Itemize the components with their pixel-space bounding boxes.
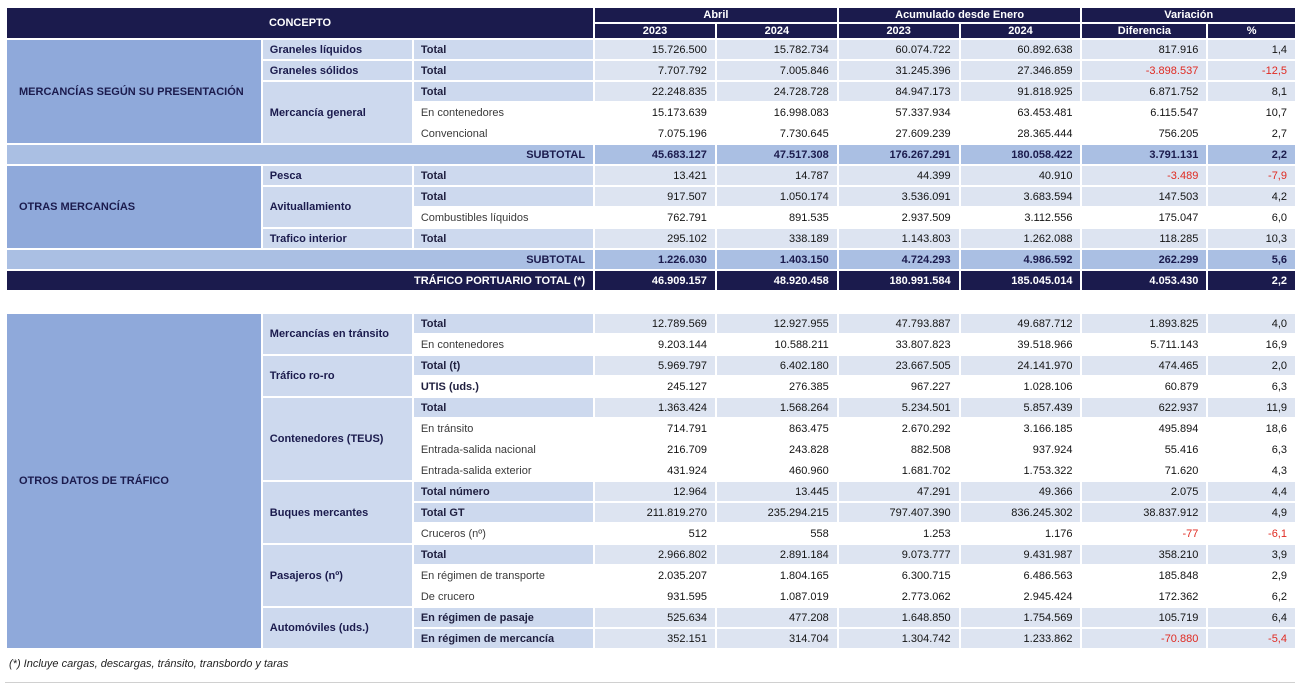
value-cell: 817.916 (1082, 40, 1206, 59)
value-cell: 352.151 (595, 629, 715, 648)
value-cell: 1.176 (961, 524, 1081, 543)
value-cell: 47.793.887 (839, 314, 959, 333)
value-cell: 23.667.505 (839, 356, 959, 375)
value-cell: 2.075 (1082, 482, 1206, 501)
value-cell: 1.143.803 (839, 229, 959, 248)
value-cell: 57.337.934 (839, 103, 959, 122)
percent-cell: 16,9 (1208, 335, 1295, 354)
value-cell: 180.991.584 (839, 271, 959, 290)
value-cell: 180.058.422 (961, 145, 1081, 164)
row-label: En régimen de mercancía (414, 629, 593, 648)
value-cell: 16.998.083 (717, 103, 837, 122)
value-cell: 3.536.091 (839, 187, 959, 206)
value-cell: 211.819.270 (595, 503, 715, 522)
value-cell: 2.891.184 (717, 545, 837, 564)
traffic-table-mercancias (5, 6, 1297, 292)
percent-cell: 6,2 (1208, 587, 1295, 606)
row-label: Entrada-salida nacional (414, 440, 593, 459)
value-cell: 60.879 (1082, 377, 1206, 396)
value-cell: 13.445 (717, 482, 837, 501)
value-cell: 12.789.569 (595, 314, 715, 333)
row-label: En contenedores (414, 103, 593, 122)
column-group-header: Acumulado desde Enero (839, 8, 1081, 22)
value-cell: 882.508 (839, 440, 959, 459)
value-cell: 12.964 (595, 482, 715, 501)
value-cell: 756.205 (1082, 124, 1206, 143)
column-group-header: Variación (1082, 8, 1295, 22)
percent-cell: 6,3 (1208, 440, 1295, 459)
value-cell: 2.966.802 (595, 545, 715, 564)
footnote: (*) Incluye cargas, descargas, tránsito, transbordo y taras (9, 658, 289, 670)
value-cell: 147.503 (1082, 187, 1206, 206)
subcategory-label: Avituallamiento (263, 187, 412, 227)
value-cell: 4.724.293 (839, 250, 959, 269)
percent-cell: 2,9 (1208, 566, 1295, 585)
value-cell: 44.399 (839, 166, 959, 185)
row-label: Total (t) (414, 356, 593, 375)
subcategory-label: Mercancías en tránsito (263, 314, 412, 354)
value-cell: 1.403.150 (717, 250, 837, 269)
subcategory-label: Automóviles (uds.) (263, 608, 412, 648)
row-label: En tránsito (414, 419, 593, 438)
value-cell: 9.203.144 (595, 335, 715, 354)
value-cell: 622.937 (1082, 398, 1206, 417)
value-cell: 24.728.728 (717, 82, 837, 101)
grand-total-label: TRÁFICO PORTUARIO TOTAL (*) (7, 271, 593, 290)
row-label: En régimen de transporte (414, 566, 593, 585)
value-cell: 91.818.925 (961, 82, 1081, 101)
subtotal-label: SUBTOTAL (7, 145, 593, 164)
percent-cell: 4,9 (1208, 503, 1295, 522)
column-group-header: Abril (595, 8, 837, 22)
value-cell: 5.711.143 (1082, 335, 1206, 354)
value-cell: 2.035.207 (595, 566, 715, 585)
subcategory-label: Tráfico ro-ro (263, 356, 412, 396)
percent-cell: 2,0 (1208, 356, 1295, 375)
value-cell: 474.465 (1082, 356, 1206, 375)
value-cell: 431.924 (595, 461, 715, 480)
value-cell: 105.719 (1082, 608, 1206, 627)
subcategory-label: Trafico interior (263, 229, 412, 248)
subcategory-label: Pesca (263, 166, 412, 185)
value-cell: 1.753.322 (961, 461, 1081, 480)
value-cell: 46.909.157 (595, 271, 715, 290)
value-cell: 714.791 (595, 419, 715, 438)
subcategory-label: Buques mercantes (263, 482, 412, 543)
value-cell: 797.407.390 (839, 503, 959, 522)
subcategory-label: Mercancía general (263, 82, 412, 143)
bottom-divider (5, 682, 1295, 683)
subcategory-label: Graneles sólidos (263, 61, 412, 80)
value-cell: 27.346.859 (961, 61, 1081, 80)
row-label: Total (414, 82, 593, 101)
value-cell: 3.166.185 (961, 419, 1081, 438)
percent-cell: 1,4 (1208, 40, 1295, 59)
row-label: En contenedores (414, 335, 593, 354)
row-label: Cruceros (nº) (414, 524, 593, 543)
row-label: Total número (414, 482, 593, 501)
value-cell: 9.431.987 (961, 545, 1081, 564)
value-cell: 40.910 (961, 166, 1081, 185)
value-cell: 1.233.862 (961, 629, 1081, 648)
percent-cell: 2,2 (1208, 271, 1295, 290)
value-cell: 525.634 (595, 608, 715, 627)
value-cell: 38.837.912 (1082, 503, 1206, 522)
row-label: Entrada-salida exterior (414, 461, 593, 480)
column-header: 2024 (717, 24, 837, 38)
row-label: Total (414, 229, 593, 248)
value-cell: 10.588.211 (717, 335, 837, 354)
row-label: De crucero (414, 587, 593, 606)
row-label: UTIS (uds.) (414, 377, 593, 396)
value-cell: 45.683.127 (595, 145, 715, 164)
value-cell: 931.595 (595, 587, 715, 606)
value-cell: 836.245.302 (961, 503, 1081, 522)
percent-cell: 8,1 (1208, 82, 1295, 101)
value-cell: 15.173.639 (595, 103, 715, 122)
value-cell: 6.300.715 (839, 566, 959, 585)
value-cell: 3.683.594 (961, 187, 1081, 206)
value-cell: 7.075.196 (595, 124, 715, 143)
column-header: 2023 (595, 24, 715, 38)
value-cell: 477.208 (717, 608, 837, 627)
value-cell: 3.791.131 (1082, 145, 1206, 164)
row-label: Convencional (414, 124, 593, 143)
percent-cell: 6,4 (1208, 608, 1295, 627)
value-cell: 185.848 (1082, 566, 1206, 585)
header-group-row (7, 8, 1295, 22)
value-cell: 1.754.569 (961, 608, 1081, 627)
row-label: Combustibles líquidos (414, 208, 593, 227)
value-cell: 276.385 (717, 377, 837, 396)
section-label: MERCANCÍAS SEGÚN SU PRESENTACIÓN (7, 40, 261, 143)
value-cell: 15.726.500 (595, 40, 715, 59)
subcategory-label: Contenedores (TEUS) (263, 398, 412, 480)
subtotal-label: SUBTOTAL (7, 250, 593, 269)
percent-cell: 4,2 (1208, 187, 1295, 206)
value-cell: -3.898.537 (1082, 61, 1206, 80)
value-cell: 6.402.180 (717, 356, 837, 375)
value-cell: 1.363.424 (595, 398, 715, 417)
value-cell: 2.937.509 (839, 208, 959, 227)
concepto-header: CONCEPTO (7, 8, 593, 38)
value-cell: 1.568.264 (717, 398, 837, 417)
column-header: 2024 (961, 24, 1081, 38)
data-row (7, 40, 1295, 59)
subcategory-label: Pasajeros (nº) (263, 545, 412, 606)
value-cell: 338.189 (717, 229, 837, 248)
traffic-table-otros-datos (5, 312, 1297, 650)
value-cell: 1.681.702 (839, 461, 959, 480)
percent-cell: 3,9 (1208, 545, 1295, 564)
value-cell: 495.894 (1082, 419, 1206, 438)
value-cell: 47.291 (839, 482, 959, 501)
percent-cell: 18,6 (1208, 419, 1295, 438)
value-cell: 5.234.501 (839, 398, 959, 417)
percent-cell: 10,3 (1208, 229, 1295, 248)
value-cell: 1.253 (839, 524, 959, 543)
value-cell: 6.115.547 (1082, 103, 1206, 122)
value-cell: 185.045.014 (961, 271, 1081, 290)
value-cell: 12.927.955 (717, 314, 837, 333)
value-cell: 71.620 (1082, 461, 1206, 480)
value-cell: 558 (717, 524, 837, 543)
value-cell: 460.960 (717, 461, 837, 480)
value-cell: 235.294.215 (717, 503, 837, 522)
value-cell: -3.489 (1082, 166, 1206, 185)
value-cell: 314.704 (717, 629, 837, 648)
percent-cell: -5,4 (1208, 629, 1295, 648)
row-label: Total (414, 314, 593, 333)
value-cell: 1.262.088 (961, 229, 1081, 248)
row-label: Total (414, 398, 593, 417)
percent-cell: 4,0 (1208, 314, 1295, 333)
value-cell: 31.245.396 (839, 61, 959, 80)
value-cell: 27.609.239 (839, 124, 959, 143)
value-cell: 1.226.030 (595, 250, 715, 269)
value-cell: 60.074.722 (839, 40, 959, 59)
value-cell: 84.947.173 (839, 82, 959, 101)
value-cell: 24.141.970 (961, 356, 1081, 375)
value-cell: 1.304.742 (839, 629, 959, 648)
value-cell: 1.804.165 (717, 566, 837, 585)
value-cell: 49.366 (961, 482, 1081, 501)
value-cell: 39.518.966 (961, 335, 1081, 354)
value-cell: 3.112.556 (961, 208, 1081, 227)
value-cell: 762.791 (595, 208, 715, 227)
percent-cell: 10,7 (1208, 103, 1295, 122)
subtotal-row (7, 250, 1295, 269)
value-cell: 33.807.823 (839, 335, 959, 354)
value-cell: 295.102 (595, 229, 715, 248)
value-cell: 1.050.174 (717, 187, 837, 206)
row-label: Total (414, 545, 593, 564)
value-cell: 14.787 (717, 166, 837, 185)
value-cell: 55.416 (1082, 440, 1206, 459)
value-cell: 917.507 (595, 187, 715, 206)
value-cell: 175.047 (1082, 208, 1206, 227)
subcategory-label: Graneles líquidos (263, 40, 412, 59)
value-cell: 7.005.846 (717, 61, 837, 80)
percent-cell: 5,6 (1208, 250, 1295, 269)
data-row (7, 166, 1295, 185)
value-cell: 863.475 (717, 419, 837, 438)
value-cell: 891.535 (717, 208, 837, 227)
value-cell: 2.670.292 (839, 419, 959, 438)
value-cell: 4.986.592 (961, 250, 1081, 269)
value-cell: 1.648.850 (839, 608, 959, 627)
value-cell: 7.707.792 (595, 61, 715, 80)
value-cell: 118.285 (1082, 229, 1206, 248)
percent-cell: 4,4 (1208, 482, 1295, 501)
value-cell: 5.969.797 (595, 356, 715, 375)
value-cell: 216.709 (595, 440, 715, 459)
value-cell: -77 (1082, 524, 1206, 543)
percent-cell: 2,2 (1208, 145, 1295, 164)
row-label: Total GT (414, 503, 593, 522)
subtotal-row (7, 145, 1295, 164)
section-label: OTROS DATOS DE TRÁFICO (7, 314, 261, 648)
value-cell: 243.828 (717, 440, 837, 459)
value-cell: 245.127 (595, 377, 715, 396)
value-cell: 7.730.645 (717, 124, 837, 143)
percent-cell: 4,3 (1208, 461, 1295, 480)
column-header: 2023 (839, 24, 959, 38)
value-cell: 1.028.106 (961, 377, 1081, 396)
percent-cell: 6,3 (1208, 377, 1295, 396)
value-cell: 262.299 (1082, 250, 1206, 269)
row-label: Total (414, 61, 593, 80)
value-cell: 937.924 (961, 440, 1081, 459)
value-cell: 512 (595, 524, 715, 543)
grand-total-row (7, 271, 1295, 290)
value-cell: 2.773.062 (839, 587, 959, 606)
value-cell: 47.517.308 (717, 145, 837, 164)
row-label: Total (414, 40, 593, 59)
value-cell: 6.871.752 (1082, 82, 1206, 101)
value-cell: 2.945.424 (961, 587, 1081, 606)
value-cell: 28.365.444 (961, 124, 1081, 143)
column-header: % (1208, 24, 1295, 38)
value-cell: 13.421 (595, 166, 715, 185)
value-cell: 22.248.835 (595, 82, 715, 101)
value-cell: 176.267.291 (839, 145, 959, 164)
value-cell: 15.782.734 (717, 40, 837, 59)
value-cell: 9.073.777 (839, 545, 959, 564)
value-cell: 60.892.638 (961, 40, 1081, 59)
percent-cell: -7,9 (1208, 166, 1295, 185)
value-cell: 358.210 (1082, 545, 1206, 564)
value-cell: -70.880 (1082, 629, 1206, 648)
value-cell: 49.687.712 (961, 314, 1081, 333)
percent-cell: -6,1 (1208, 524, 1295, 543)
section-label: OTRAS MERCANCÍAS (7, 166, 261, 248)
value-cell: 48.920.458 (717, 271, 837, 290)
column-header: Diferencia (1082, 24, 1206, 38)
percent-cell: 11,9 (1208, 398, 1295, 417)
value-cell: 63.453.481 (961, 103, 1081, 122)
value-cell: 1.087.019 (717, 587, 837, 606)
value-cell: 967.227 (839, 377, 959, 396)
percent-cell: 2,7 (1208, 124, 1295, 143)
value-cell: 172.362 (1082, 587, 1206, 606)
percent-cell: -12,5 (1208, 61, 1295, 80)
data-row (7, 314, 1295, 333)
value-cell: 5.857.439 (961, 398, 1081, 417)
row-label: Total (414, 166, 593, 185)
value-cell: 4.053.430 (1082, 271, 1206, 290)
value-cell: 6.486.563 (961, 566, 1081, 585)
percent-cell: 6,0 (1208, 208, 1295, 227)
row-label: En régimen de pasaje (414, 608, 593, 627)
value-cell: 1.893.825 (1082, 314, 1206, 333)
row-label: Total (414, 187, 593, 206)
